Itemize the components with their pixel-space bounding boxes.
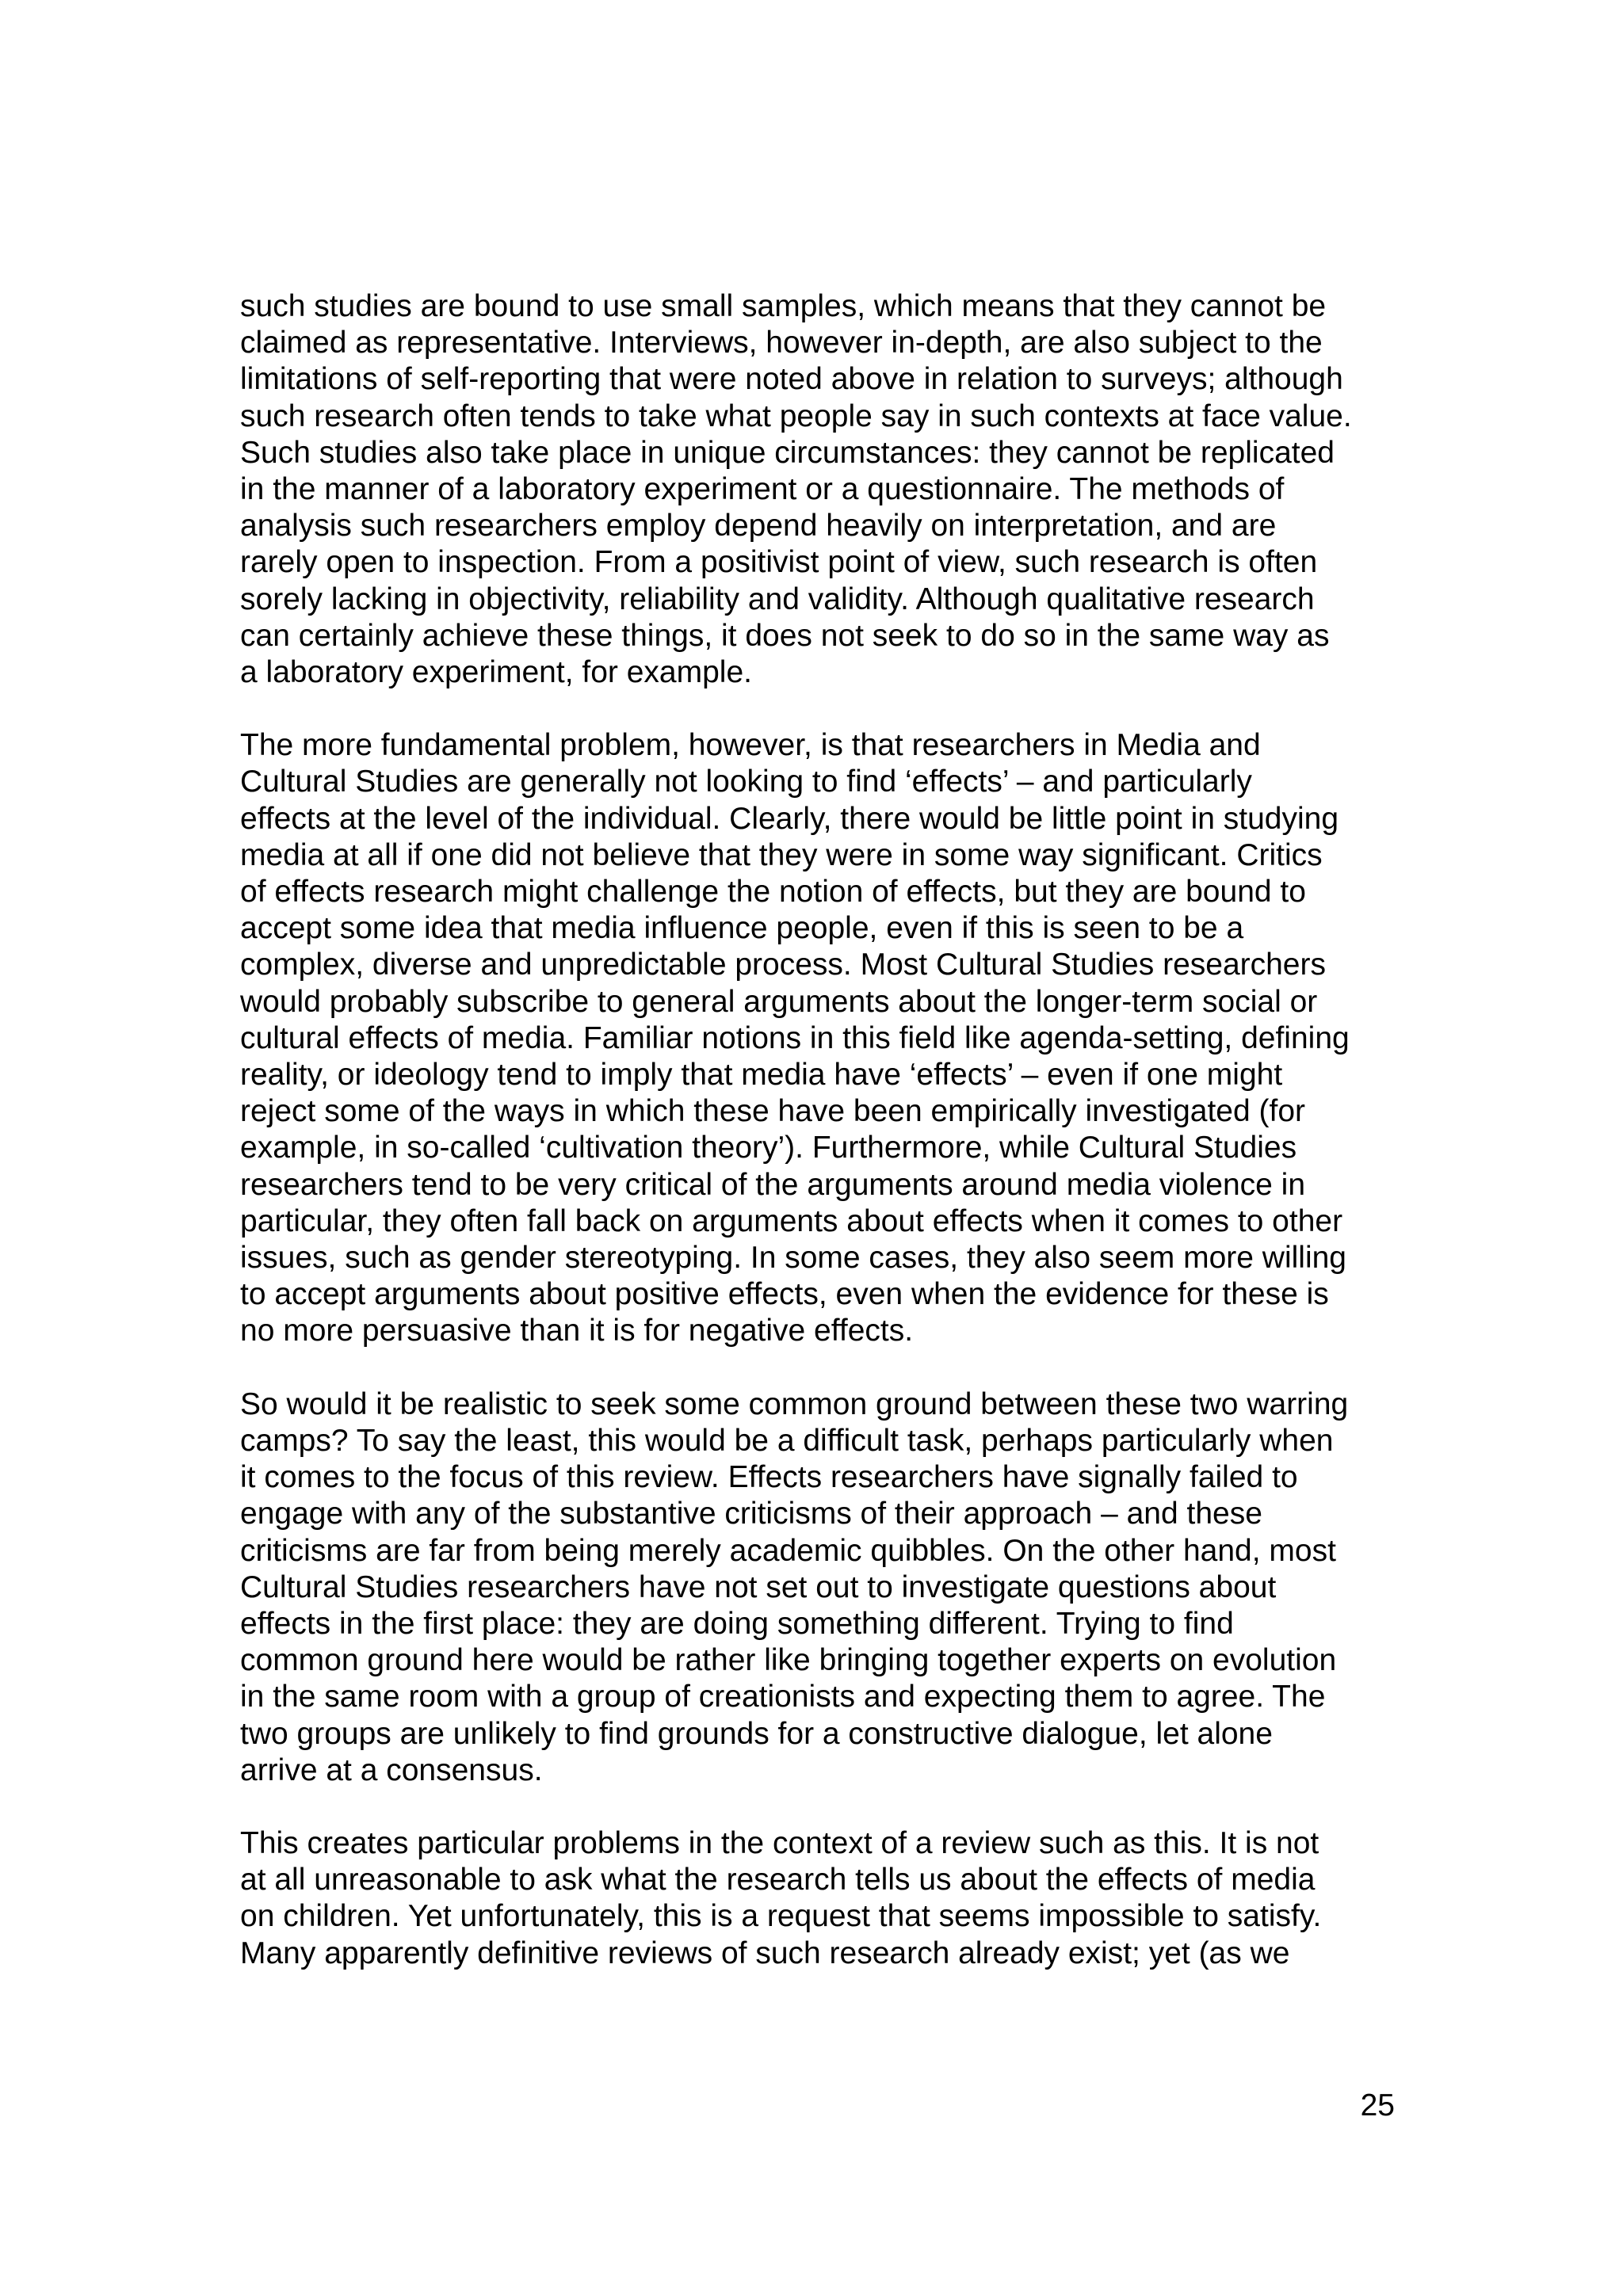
- text-line: two groups are unlikely to find grounds for a constructive dialogue, let alone: [240, 1716, 1273, 1751]
- text-line: accept some idea that media influence people, even if this is seen to be a: [240, 911, 1244, 946]
- text-line: The more fundamental problem, however, is that researchers in Media and: [240, 728, 1261, 763]
- text-line: Cultural Studies are generally not looking to find ‘effects’ – and particularly: [240, 765, 1252, 799]
- body-text: [240, 288, 1421, 2008]
- text-line: rarely open to inspection. From a positivist point of view, such research is often: [240, 545, 1318, 580]
- text-line: such research often tends to take what people say in such contexts at face value.: [240, 399, 1352, 433]
- text-line: Many apparently definitive reviews of such research already exist; yet (as we: [240, 1936, 1290, 1970]
- text-line: particular, they often fall back on arguments about effects when it comes to other: [240, 1203, 1343, 1238]
- text-line: reality, or ideology tend to imply that media have ‘effects’ – even if one might: [240, 1058, 1283, 1093]
- text-line: complex, diverse and unpredictable process. Most Cultural Studies researchers: [240, 948, 1326, 982]
- text-line: So would it be realistic to seek some common ground between these two warring: [240, 1386, 1349, 1421]
- text-line: Cultural Studies researchers have not set out to investigate questions about: [240, 1569, 1277, 1604]
- paragraph: [240, 1825, 1421, 1972]
- text-line: claimed as representative. Interviews, however in-depth, are also subject to the: [240, 326, 1323, 360]
- text-line: arrive at a consensus.: [240, 1753, 543, 1787]
- text-line: can certainly achieve these things, it does not seek to do so in the same way as: [240, 618, 1330, 653]
- paragraph: [240, 1386, 1421, 1789]
- text-line: reject some of the ways in which these have been empirically investigated (for: [240, 1094, 1305, 1129]
- text-line: such studies are bound to use small samples, which means that they cannot be: [240, 289, 1327, 323]
- text-line: Such studies also take place in unique circumstances: they cannot be replicated: [240, 435, 1335, 470]
- text-line: example, in so-called ‘cultivation theory’). Furthermore, while Cultural Studies: [240, 1131, 1297, 1165]
- paragraph: [240, 288, 1421, 691]
- text-line: would probably subscribe to general arguments about the longer-term social or: [240, 984, 1318, 1019]
- text-line: of effects research might challenge the notion of effects, but they are bound to: [240, 875, 1306, 910]
- paragraph: [240, 727, 1421, 1349]
- text-line: in the manner of a laboratory experiment or a questionnaire. The methods of: [240, 472, 1285, 507]
- text-line: at all unreasonable to ask what the research tells us about the effects of media: [240, 1863, 1316, 1897]
- text-line: cultural effects of media. Familiar notions in this field like agenda-setting, defining: [240, 1020, 1350, 1055]
- text-line: to accept arguments about positive effects, even when the evidence for these is: [240, 1277, 1329, 1312]
- text-line: in the same room with a group of creationists and expecting them to agree. The: [240, 1680, 1326, 1714]
- text-line: analysis such researchers employ depend heavily on interpretation, and are: [240, 509, 1277, 543]
- page-number: 25: [1360, 2088, 1395, 2122]
- text-line: it comes to the focus of this review. Effects researchers have signally failed to: [240, 1460, 1298, 1495]
- text-line: effects in the first place: they are doing something different. Trying to find: [240, 1606, 1234, 1641]
- text-line: issues, such as gender stereotyping. In some cases, they also seem more willing: [240, 1241, 1347, 1276]
- text-line: researchers tend to be very critical of the arguments around media violence in: [240, 1167, 1306, 1202]
- text-line: engage with any of the substantive criticisms of their approach – and these: [240, 1497, 1262, 1531]
- text-line: common ground here would be rather like bringing together experts on evolution: [240, 1643, 1337, 1678]
- text-line: on children. Yet unfortunately, this is a request that seems impossible to satisfy.: [240, 1899, 1322, 1934]
- text-line: media at all if one did not believe that they were in some way significant. Critics: [240, 837, 1323, 872]
- text-line: effects at the level of the individual. Clearly, there would be little point in studying: [240, 801, 1339, 836]
- text-line: criticisms are far from being merely academic quibbles. On the other hand, most: [240, 1533, 1336, 1568]
- text-line: sorely lacking in objectivity, reliability and validity. Although qualitative research: [240, 582, 1315, 616]
- text-line: This creates particular problems in the context of a review such as this. It is not: [240, 1825, 1319, 1860]
- text-line: no more persuasive than it is for negative effects.: [240, 1314, 914, 1348]
- text-line: limitations of self-reporting that were noted above in relation to surveys; although: [240, 362, 1343, 397]
- text-line: a laboratory experiment, for example.: [240, 655, 752, 690]
- text-line: camps? To say the least, this would be a difficult task, perhaps particularly when: [240, 1423, 1334, 1458]
